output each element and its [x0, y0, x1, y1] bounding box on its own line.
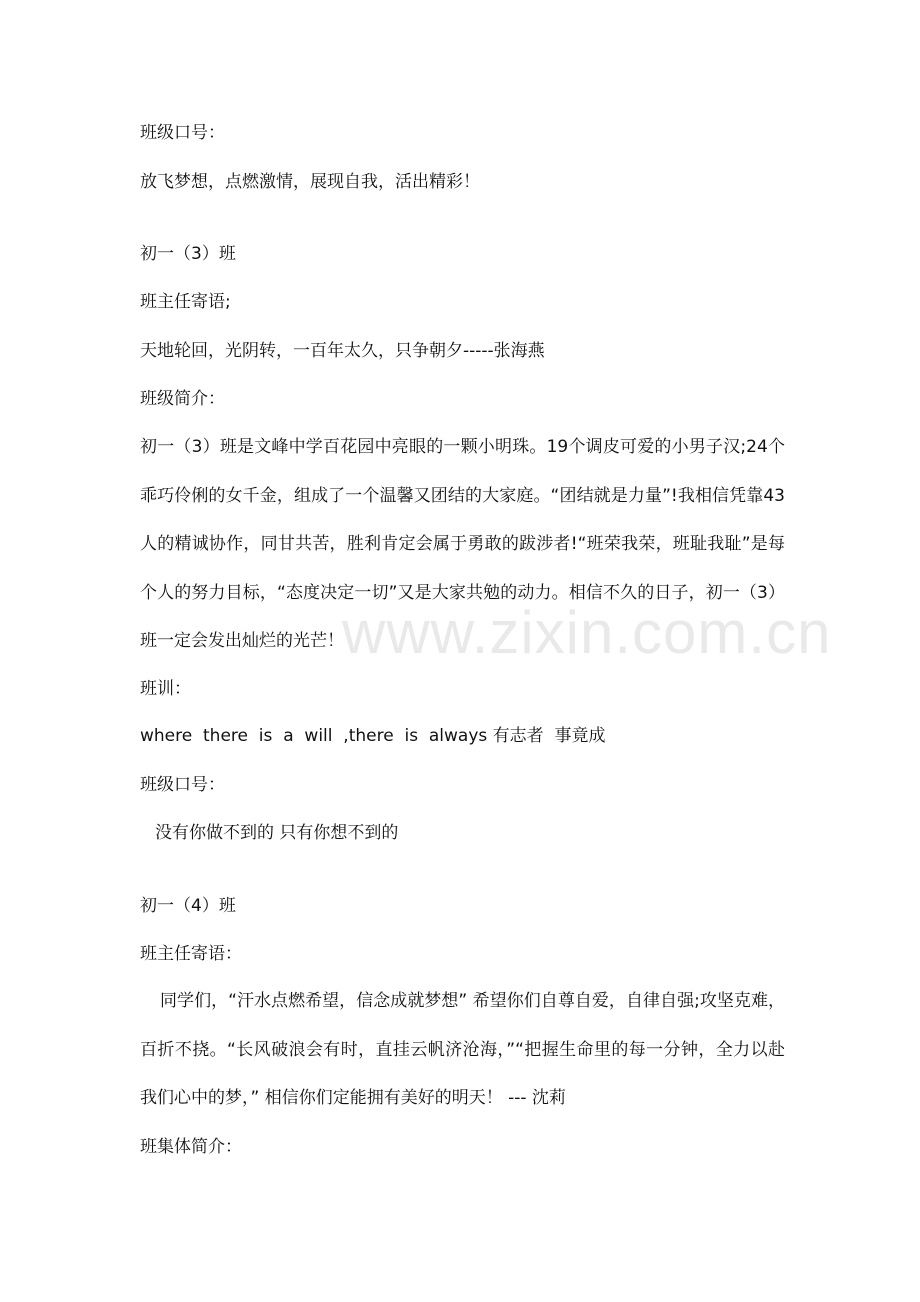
- class3-intro-heading: 班级简介：: [140, 389, 225, 409]
- slogan-heading: 班级口号：: [140, 123, 225, 143]
- class3-motto-heading: 班训：: [140, 679, 191, 699]
- class4-teacher-message: 同学们，“汗水点燃希望，信念成就梦想” 希望你们自尊自爱，自律自强;攻坚克难，百折不挠。“长风破浪会有时，直挂云帆济沧海，”“把握生命里的每一分钟，全力以赴我们心中的梦，” 相信你们定能拥有美好的明天！ --- 沈莉: [140, 991, 785, 1108]
- class3-intro-text: 初一（3）班是文峰中学百花园中亮眼的一颗小明珠。19个调皮可爱的小男子汉;24个乖巧伶俐的女千金，组成了一个温馨又团结的大家庭。“团结就是力量”!我相信凭靠43人的精诚协作，同甘共苦，胜利肯定会属于勇敢的跋涉者!“班荣我荣，班耻我耻”是每个人的努力目标，“态度决定一切”又是大家共勉的动力。相信不久的日子，初一（3）班一定会发出灿烂的光芒！: [140, 437, 785, 651]
- class3-teacher-heading: 班主任寄语;: [140, 292, 231, 312]
- slogan-text: 放飞梦想，点燃激情，展现自我，活出精彩！: [140, 172, 480, 192]
- class3-motto-text: where there is a will ,there is always 有志者 事竟成: [140, 726, 606, 746]
- class4-intro-heading: 班集体简介：: [140, 1137, 242, 1157]
- class4-title: 初一（4）班: [140, 896, 236, 916]
- class3-slogan-heading: 班级口号：: [140, 775, 225, 795]
- watermark: www.zixin.com.cn: [342, 599, 832, 666]
- class4-teacher-heading: 班主任寄语：: [140, 944, 242, 964]
- class3-title: 初一（3）班: [140, 244, 236, 264]
- class3-slogan-text: 没有你做不到的 只有你想不到的: [155, 823, 399, 843]
- class3-teacher-message: 天地轮回，光阴转，一百年太久，只争朝夕-----张海燕: [140, 341, 545, 361]
